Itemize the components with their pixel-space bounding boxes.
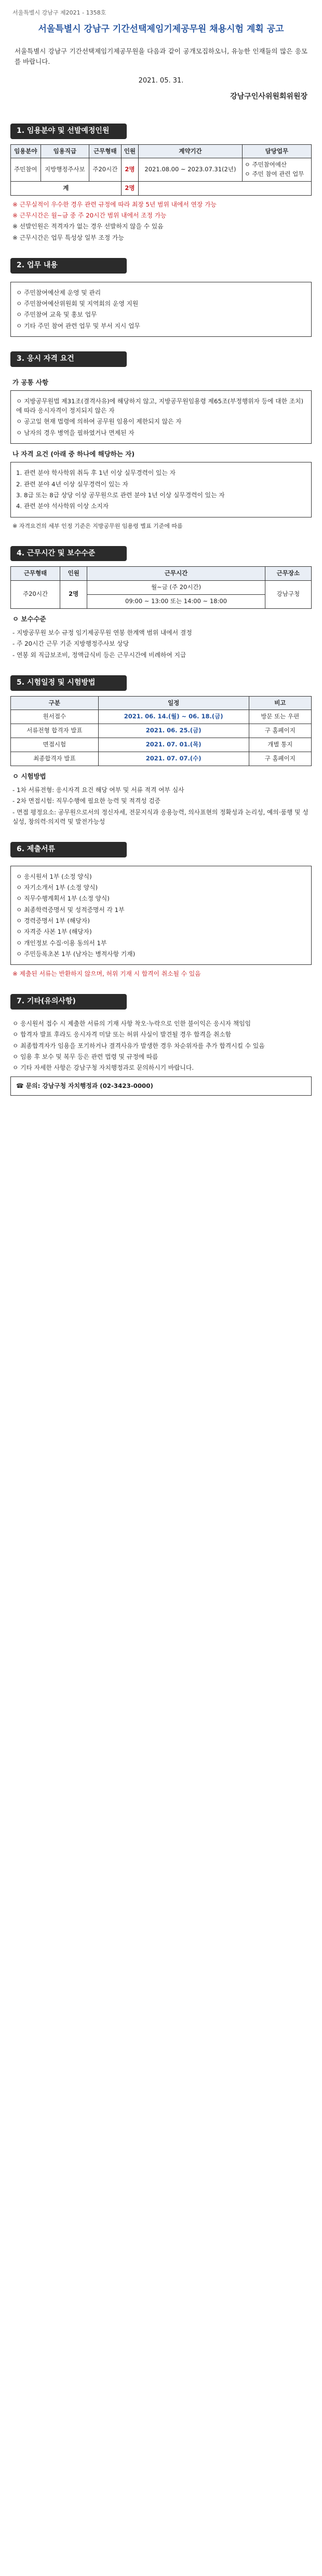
table-row — [11, 581, 312, 595]
pay-line: - 지방공무원 보수 규정 임기제공무원 연봉 한계액 범위 내에서 결정 — [12, 629, 192, 637]
section-3-title: 3. 응시 자격 요건 — [10, 351, 127, 367]
total-value: 2명 — [121, 182, 139, 196]
qualification: 2. 관련 분야 4년 이상 실무경력이 있는 자 — [16, 480, 128, 488]
section-6-title: 6. 제출서류 — [10, 842, 127, 857]
method-line: - 2차 면접시험: 직무수행에 필요한 능력 및 적격성 검증 — [12, 797, 161, 805]
misc-item: ㅇ 합격자 발표 후라도 응시자격 미달 또는 허위 사실이 발견될 경우 합격을 취소함 — [12, 1031, 232, 1039]
subsection-qualification: 나 자격 요건 (아래 중 하나에 해당하는 자) — [12, 450, 135, 458]
table-cell: 구 홈페이지 — [249, 752, 311, 766]
duty-line: ㅇ 기타 주민 참여 관련 업무 및 부서 지시 업무 — [16, 322, 140, 330]
intro-text: 서울특별시 강남구 기간선택제임기제공무원을 다음과 같이 공개모집하오니, 유능한 인재들의 많은 응모를 바랍니다. — [15, 47, 307, 65]
method-line: - 면접 평정요소: 공무원으로서의 정신자세, 전문지식과 응용능력, 의사표현의 정확성과 논리성, 예의·품행 및 성실성, 창의력·의지력 및 발전가능성 — [12, 808, 308, 825]
table-row — [11, 738, 312, 752]
header-cell: 구분 — [11, 696, 99, 710]
page — [10, 0, 312, 1104]
duty-item: ㅇ 주민 참여 관련 업무 — [244, 170, 304, 178]
documents-note: ※ 제출된 서류는 반환하지 않으며, 허위 기재 시 합격이 취소될 수 있음 — [12, 970, 201, 978]
subsection-common: 가 공통 사항 — [12, 378, 49, 386]
header-cell: 임용직급 — [41, 144, 89, 158]
table-cell: 면접시험 — [11, 738, 99, 752]
document-item: ㅇ 개인정보 수집·이용 동의서 1부 — [16, 939, 107, 947]
method-line: - 1차 서류전형: 응시자격 요건 해당 여부 및 서류 적격 여부 심사 — [12, 786, 184, 794]
table-row-total — [11, 182, 312, 196]
contact-box: ☎ 문의: 강남구청 자치행정과 (02-3423-0000) — [10, 1076, 312, 1095]
pay-title: ㅇ 보수수준 — [12, 615, 46, 623]
table-cell: 09:00 ~ 13:00 또는 14:00 ~ 18:00 — [87, 594, 265, 608]
misc-notes — [12, 1019, 310, 1072]
table-cell — [139, 182, 312, 196]
section-7-title: 7. 기타(유의사항) — [10, 994, 127, 1010]
requirement: ㅇ 공고일 현재 법령에 의하여 공무원 임용이 제한되지 않은 자 — [16, 418, 182, 426]
table-cell: 월~금 (주 20시간) — [87, 581, 265, 595]
table-cell: 개별 통지 — [249, 738, 311, 752]
document-item: ㅇ 응시원서 1부 (소정 양식) — [16, 873, 92, 880]
table-cell: 2021. 07. 07.(수) — [98, 752, 249, 766]
table-cell: 지방행정주사보 — [41, 158, 89, 182]
pay-line: - 연봉 외 직급보조비, 정액급식비 등은 근무시간에 비례하여 지급 — [12, 651, 186, 659]
section-4-title: 4. 근무시간 및 보수수준 — [10, 546, 127, 562]
duty-line: ㅇ 주민참여예산위원회 및 지역회의 운영 지원 — [16, 300, 139, 307]
table-row — [11, 724, 312, 738]
note: ※ 선발인원은 적격자가 없는 경우 선발하지 않을 수 있음 — [12, 223, 164, 230]
document-item: ㅇ 자기소개서 1부 (소정 양식) — [16, 884, 98, 892]
document-item: ㅇ 주민등록초본 1부 (남자는 병적사항 기재) — [16, 950, 136, 958]
pay-line: - 주 20시간 근무 기준 지방행정주사보 상당 — [12, 640, 129, 648]
table-cell: 서류전형 합격자 발표 — [11, 724, 99, 738]
positions-header-row — [11, 144, 312, 158]
table-row — [11, 158, 312, 182]
table-cell: 2명 — [121, 158, 139, 182]
header-cell: 담당업무 — [242, 144, 311, 158]
requirement: ㅇ 남자의 경우 병역을 필하였거나 면제된 자 — [16, 429, 135, 437]
document-title: 서울특별시 강남구 기간선택제임기제공무원 채용시험 계획 공고 — [38, 24, 284, 35]
table-cell: 2021. 07. 01.(목) — [98, 738, 249, 752]
header-cell: 비고 — [249, 696, 311, 710]
duty-item: ㅇ 주민참여예산 — [244, 161, 287, 169]
header-cell: 계약기간 — [139, 144, 243, 158]
table-cell — [242, 158, 311, 182]
schedule-header — [11, 696, 312, 710]
qualification-box — [10, 462, 312, 517]
table-row — [11, 710, 312, 724]
table-cell: 주20시간 — [11, 581, 60, 609]
documents-box — [10, 866, 312, 965]
schedule-table — [10, 696, 312, 766]
table-cell: 2021. 06. 25.(금) — [98, 724, 249, 738]
header-cell: 근무장소 — [265, 567, 311, 581]
misc-item: ㅇ 임용 후 보수 및 복무 등은 관련 법령 및 규정에 따름 — [12, 1053, 158, 1060]
section-2-title: 2. 업무 내용 — [10, 258, 127, 274]
duty-line: ㅇ 주민참여 교육 및 홍보 업무 — [16, 311, 97, 319]
qualification: 1. 관련 분야 학사학위 취득 후 1년 이상 실무경력이 있는 자 — [16, 469, 176, 477]
requirement: ㅇ 지방공무원법 제31조(결격사유)에 해당하지 않고, 지방공무원임용령 제65조(부정행위자 등에 대한 조치)에 따라 응시자격이 정지되지 않은 자 — [16, 397, 304, 415]
document-item: ㅇ 자격증 사본 1부 (해당자) — [16, 928, 92, 936]
document-item: ㅇ 최종학력증명서 및 성적증명서 각 1부 — [16, 906, 125, 914]
publication-number: 서울특별시 강남구 제2021 - 1358호 — [12, 9, 106, 16]
work-hours-table — [10, 566, 312, 608]
common-requirements — [10, 390, 312, 444]
header-cell: 임용분야 — [11, 144, 41, 158]
section-1-title: 1. 임용분야 및 선발예정인원 — [10, 124, 127, 139]
qualification-note: ※ 자격요건의 세부 인정 기준은 지방공무원 임용령 별표 기준에 따름 — [12, 522, 183, 529]
table-row — [11, 752, 312, 766]
duties-box — [10, 282, 312, 337]
misc-item: ㅇ 응시원서 접수 시 제출한 서류의 기재 사항 착오·누락으로 인한 불이익은 응시자 책임임 — [12, 1020, 251, 1028]
note: ※ 근무시간은 월~금 중 주 20시간 범위 내에서 조정 가능 — [12, 212, 167, 220]
document-item: ㅇ 직무수행계획서 1부 (소정 양식) — [16, 895, 110, 903]
pay-notes — [12, 628, 310, 660]
qualification: 4. 관련 분야 석사학위 이상 소지자 — [16, 502, 109, 510]
header-cell: 인원 — [121, 144, 139, 158]
method-notes — [12, 785, 310, 826]
misc-item: ㅇ 기타 자세한 사항은 강남구청 자치행정과로 문의하시기 바랍니다. — [12, 1064, 194, 1072]
issuer: 강남구인사위원회위원장 — [230, 92, 307, 101]
positions-table — [10, 144, 312, 196]
method-title: ㅇ 시험방법 — [12, 772, 46, 780]
header-cell: 근무형태 — [89, 144, 121, 158]
table-cell: 원서접수 — [11, 710, 99, 724]
misc-item: ㅇ 최종합격자가 임용을 포기하거나 결격사유가 발생한 경우 차순위자를 추가 합격시킬 수 있음 — [12, 1042, 265, 1050]
note: ※ 근무시간은 업무 특성상 일부 조정 가능 — [12, 234, 124, 241]
header-cell: 근무형태 — [11, 567, 60, 581]
table-cell: 주20시간 — [89, 158, 121, 182]
document-item: ㅇ 경력증명서 1부 (해당자) — [16, 917, 90, 924]
table-cell: 2021. 06. 14.(월) ~ 06. 18.(금) — [98, 710, 249, 724]
table-cell: 2021.08.00 ~ 2023.07.31(2년) — [139, 158, 243, 182]
announcement-date: 2021. 05. 31. — [138, 77, 184, 85]
table-cell: 2명 — [60, 581, 87, 609]
duty-line: ㅇ 주민참여예산제 운영 및 관리 — [16, 289, 101, 296]
table-cell: 방문 또는 우편 — [249, 710, 311, 724]
header-cell: 인원 — [60, 567, 87, 581]
header-cell: 일정 — [98, 696, 249, 710]
work-hours-header — [11, 567, 312, 581]
section-1-notes — [12, 200, 310, 242]
header-cell: 근무시간 — [87, 567, 265, 581]
note: ※ 근무실적이 우수한 경우 관련 규정에 따라 최장 5년 범위 내에서 연장 가능 — [12, 200, 217, 208]
table-cell: 최종합격자 발표 — [11, 752, 99, 766]
table-cell: 주민참여 — [11, 158, 41, 182]
section-5-title: 5. 시험일정 및 시험방법 — [10, 675, 127, 691]
total-label: 계 — [11, 182, 122, 196]
table-cell: 구 홈페이지 — [249, 724, 311, 738]
qualification: 3. 8급 또는 8급 상당 이상 공무원으로 관련 분야 1년 이상 실무경력이 있는 자 — [16, 491, 225, 499]
table-cell: 강남구청 — [265, 581, 311, 609]
